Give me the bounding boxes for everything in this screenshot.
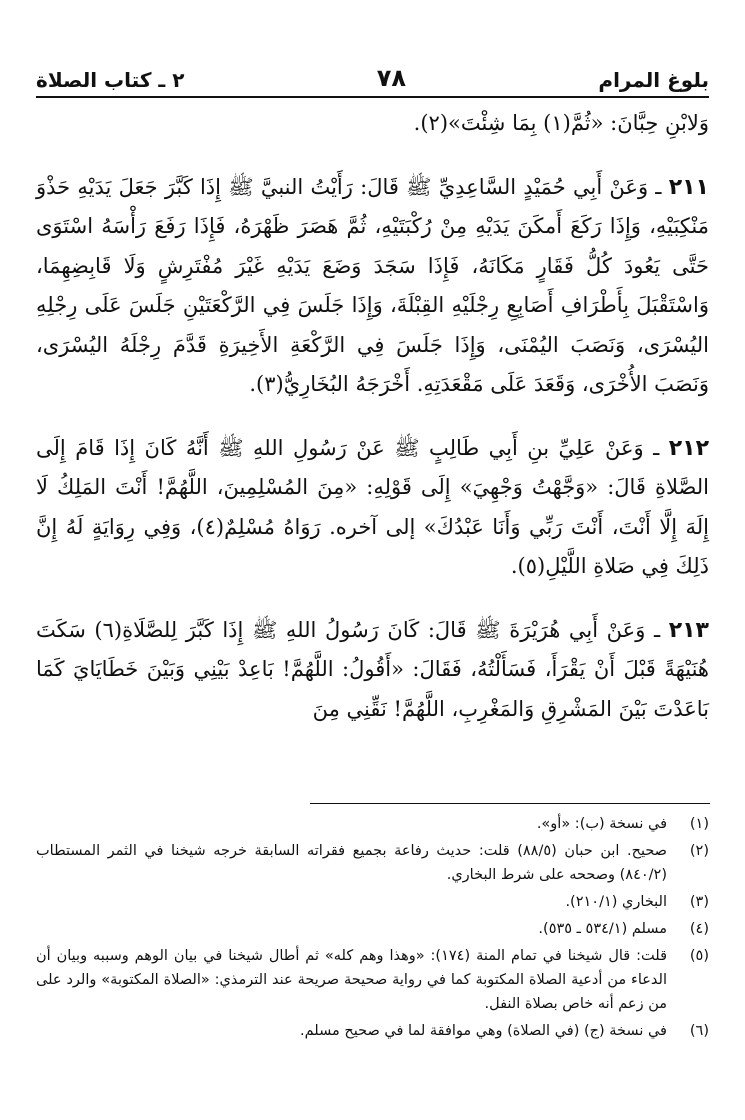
hadith-213 (36, 611, 709, 730)
hadith-text: ـ وَعَنْ أَبِي هُرَيْرَةَ ﷺ قَالَ: كَانَ رَسُولُ اللهِ ﷺ إِذَا كَبَّرَ لِلصَّلَاةِ(٦) سَكَتَ هُنَيْهَةً قَبْلَ أَنْ يَقْرَأَ، فَسَأَلْتُهُ، فَقَالَ: «أَقُولُ: اللَّهُمَّ! بَاعِدْ بَيْنِي وَبَيْنَ خَطَايَايَ كَمَا بَاعَدْتَ بَيْنَ المَشْرِقِ وَالمَغْرِبِ، اللَّهُمَّ! نَقِّنِي مِنَ (36, 617, 709, 721)
footnotes (36, 812, 709, 1046)
footnote (36, 944, 709, 1016)
book-title: بلوغ المرام (598, 68, 709, 92)
hadith-text: ـ وَعَنْ أَبِي حُمَيْدٍ السَّاعِدِيِّ ﷺ قَالَ: رَأَيْتُ النبيَّ ﷺ إِذَا كَبَّرَ جَعَلَ يَدَيْهِ حَذْوَ مَنْكِبَيْهِ، وَإِذَا رَكَعَ أَمكَنَ يَدَيْهِ مِنْ رُكْبَتَيْهِ، ثُمَّ هَصَرَ ظَهْرَهُ، فَإِذَا رَفَعَ رَأْسَهُ اسْتَوَى حَتَّى يَعُودَ كُلُّ فَقَارٍ مَكَانَهُ، فَإِذَا سَجَدَ وَضَعَ يَدَيْهِ غَيْرَ مُفْتَرِشٍ وَلَا قَابِضِهِمَا، وَاسْتَقْبَلَ بِأَطْرَافِ أَصَابِعِ رِجْلَيْهِ القِبْلَةَ، وَإِذَا جَلَسَ فِي الرَّكْعَتَيْنِ جَلَسَ عَلَى رِجْلِهِ اليُسْرَى، وَنَصَبَ اليُمْنَى، وَإِذَا جَلَسَ فِي الرَّكْعَةِ الأَخِيرَةِ قَدَّمَ رِجْلَهُ اليُسْرَى، وَنَصَبَ الأُخْرَى، وَقَعَدَ عَلَى مَقْعَدَتِهِ. أَخْرَجَهُ البُخَارِيُّ(٣). (36, 174, 709, 396)
hadith-211 (36, 168, 709, 405)
running-header (36, 56, 709, 92)
footnote-text: البخاري (٢١٠/١). (565, 894, 667, 910)
footnote-text: قلت: قال شيخنا في تمام المنة (١٧٤): «وهذا وهم كله» ثم أطال شيخنا في بيان الوهم وسببه وبيان أن الدعاء من أدعية الصلاة المكتوبة كما في رواية صحيحة صريحة عند الترمذي: «الصلاة المكتوبة» والرد على من زعم أنه خاص بصلاة النفل. (36, 948, 667, 1012)
intro-line: وَلابْنِ حِبَّانَ: «ثُمَّ(١) بِمَا شِئْتَ»(٢). (413, 111, 709, 135)
hadith-text: ـ وَعَنْ عَلِيِّ بنِ أَبِي طَالِبٍ ﷺ عَنْ رَسُولِ اللهِ ﷺ أَنَّهُ كَانَ إِذَا قَامَ إِلَى الصَّلاةِ قَالَ: «وَجَّهْتُ وَجْهِيَ» إِلَى قَوْلِهِ: «مِنَ المُسْلِمِينَ، اللَّهُمَّ! أَنْتَ المَلِكُ لَا إِلَهَ إِلَّا أَنْتَ، أَنْتَ رَبِّي وَأَنَا عَبْدُكَ» إلى آخره. رَوَاهُ مُسْلِمٌ(٤)، وَفِي رِوَايَةٍ لَهُ إِنَّ ذَلِكَ فِي صَلاةِ اللَّيْلِ(٥). (36, 435, 709, 578)
header-rule (36, 96, 709, 98)
main-text (36, 104, 709, 729)
footnote (36, 812, 709, 836)
footnote (36, 839, 709, 887)
footnote-text: صحيح. ابن حبان (٨٨/٥) قلت: حديث رفاعة بجميع فقراته السابقة خرجه شيخنا في الثمر المستطاب (٨٤٠/٢) وصححه على شرط البخاري. (36, 843, 667, 883)
hadith-number: ٢١١ (668, 174, 709, 200)
footnote-number: (٤) (689, 921, 709, 937)
footnote-number: (٥) (689, 948, 709, 964)
footnote-number: (٣) (689, 894, 709, 910)
footnote (36, 1019, 709, 1043)
footnote-rule (310, 803, 710, 804)
hadith-212 (36, 429, 709, 587)
page-number: ٧٨ (376, 64, 407, 92)
footnote-number: (٢) (689, 843, 709, 859)
hadith-number: ٢١٢ (668, 435, 710, 461)
footnote-number: (٦) (689, 1023, 709, 1039)
footnote (36, 890, 709, 914)
footnote-text: في نسخة (ب): «أو». (536, 816, 667, 832)
footnote (36, 917, 709, 941)
footnote-text: في نسخة (ج) (في الصلاة) وهي موافقة لما في صحيح مسلم. (300, 1023, 667, 1039)
footnote-text: مسلم (٥٣٤/١ ـ ٥٣٥). (538, 921, 667, 937)
hadith-number: ٢١٣ (668, 617, 709, 643)
chapter-title: ٢ ـ كتاب الصلاة (36, 68, 185, 92)
footnote-number: (١) (689, 816, 709, 832)
